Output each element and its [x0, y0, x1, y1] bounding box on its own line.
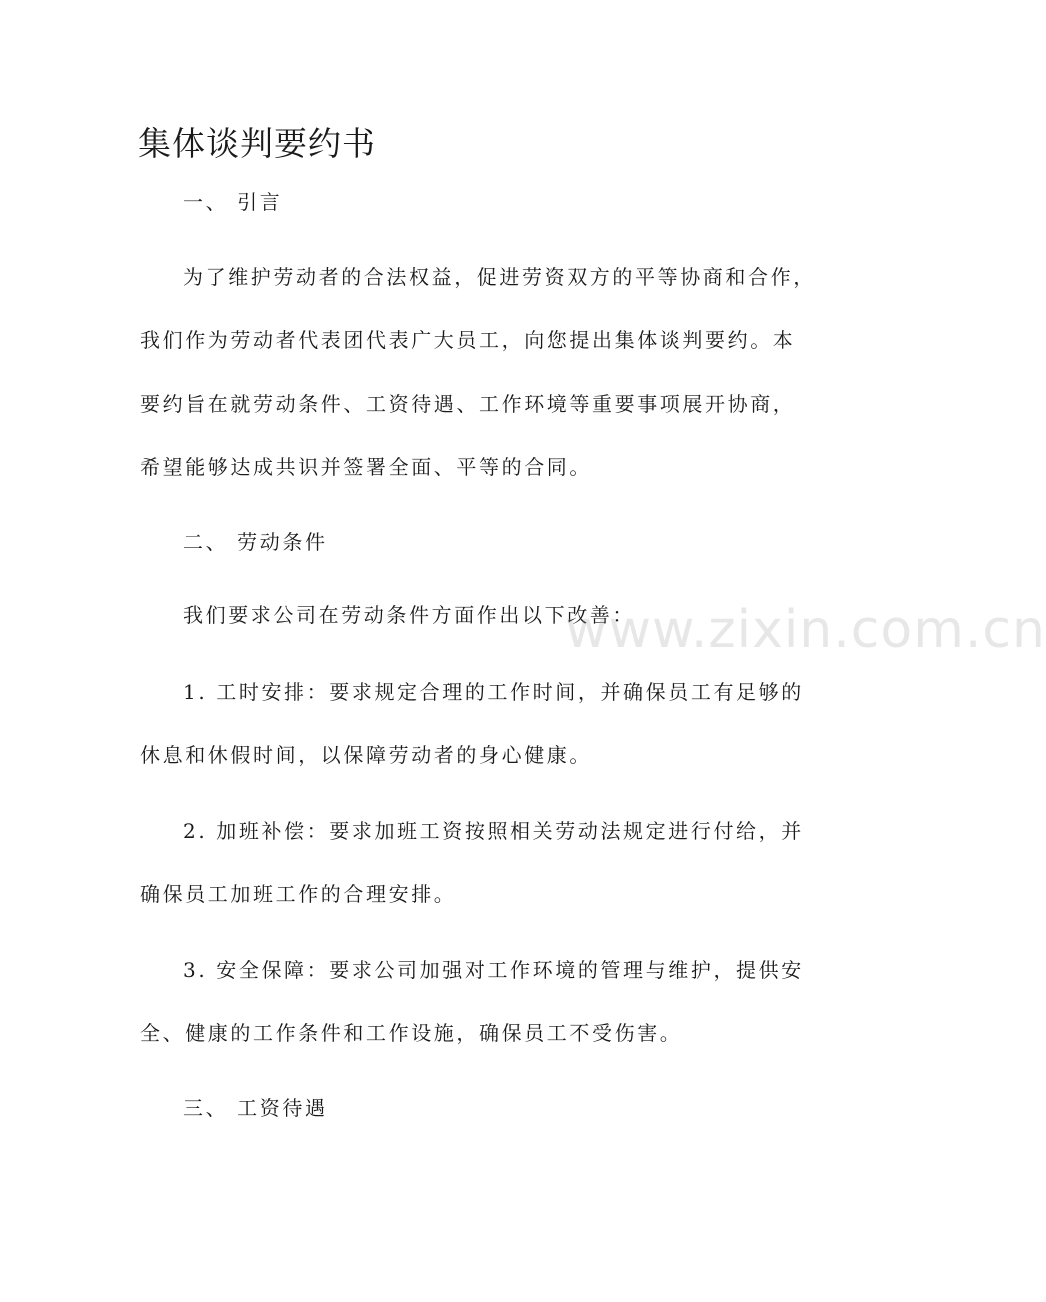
paragraph-line: 我们要求公司在劳动条件方面作出以下改善： — [183, 603, 635, 627]
list-item-line: 确保员工加班工作的合理安排。 — [140, 882, 457, 906]
watermark-text: www.zixin.com.cn — [565, 600, 1046, 660]
paragraph-line: 希望能够达成共识并签署全面、平等的合同。 — [140, 455, 592, 479]
paragraph-line: 要约旨在就劳动条件、工资待遇、工作环境等重要事项展开协商， — [140, 392, 796, 416]
paragraph-line: 我们作为劳动者代表团代表广大员工，向您提出集体谈判要约。本 — [140, 328, 796, 352]
paragraph-line: 为了维护劳动者的合法权益，促进劳资双方的平等协商和合作， — [183, 265, 816, 289]
document-title: 集体谈判要约书 — [138, 124, 376, 163]
section-heading-labor-conditions: 二、 劳动条件 — [183, 530, 328, 554]
section-heading-wages: 三、 工资待遇 — [183, 1096, 328, 1120]
list-item-line: 1. 工时安排：要求规定合理的工作时间，并确保员工有足够的 — [183, 680, 804, 704]
list-item-line: 3. 安全保障：要求公司加强对工作环境的管理与维护，提供安 — [183, 958, 804, 982]
list-item-line: 全、健康的工作条件和工作设施，确保员工不受伤害。 — [140, 1021, 683, 1045]
section-heading-introduction: 一、 引言 — [183, 190, 283, 214]
list-item-line: 2. 加班补偿：要求加班工资按照相关劳动法规定进行付给，并 — [183, 819, 804, 843]
list-item-line: 休息和休假时间，以保障劳动者的身心健康。 — [140, 743, 592, 767]
